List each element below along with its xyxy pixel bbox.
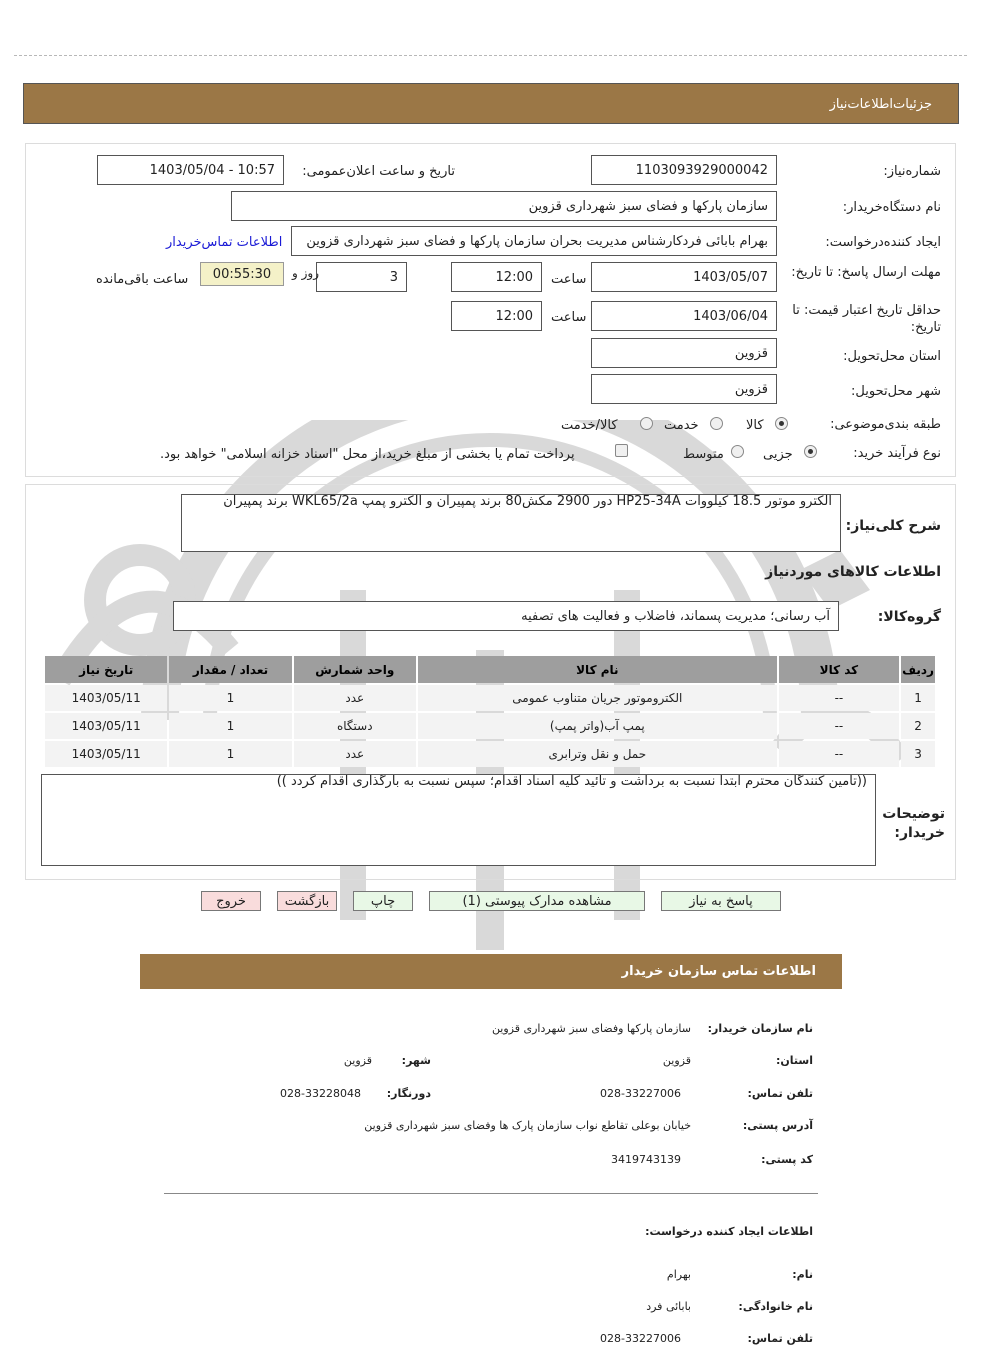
items-table-header (45, 656, 935, 683)
contact-fax-value: 028-33228048 (280, 1087, 361, 1100)
table-row (45, 713, 935, 739)
cell-unit: عدد (294, 741, 416, 767)
cell-name: حمل و نقل وترابری (418, 741, 777, 767)
remaining-label: ساعت باقی‌مانده (96, 272, 189, 287)
table-row (45, 685, 935, 711)
creator-phone-value: 028-33227006 (600, 1332, 681, 1345)
contact-buyer-link[interactable]: اطلاعات تماس‌خریدار (166, 235, 283, 250)
contact-city-value: قزوین (343, 1054, 372, 1067)
contact-phone-value: 028-33227006 (600, 1087, 681, 1100)
cell-row: 2 (901, 713, 935, 739)
category-option-goods-service: کالا/خدمت (561, 418, 618, 433)
exit-button[interactable]: خروج (201, 891, 261, 911)
buyer-org-field: سازمان پارکها و فضای سبز شهرداری قزوین (231, 191, 777, 221)
days-label: روز و (292, 266, 319, 280)
cell-code: -- (779, 685, 899, 711)
process-radio-minor[interactable] (804, 445, 817, 458)
cell-code: -- (779, 713, 899, 739)
creator-field: بهرام بابائی فردکارشناس مدیریت بحران سازمان پارکها و فضای سبز شهرداری قزوین (291, 226, 777, 256)
cell-qty: 1 (169, 685, 291, 711)
goods-group-label: گروه‌کالا: (877, 609, 941, 625)
buyer-org-label: نام دستگاه‌خریدار: (842, 200, 941, 215)
cell-name: پمپ آب(واتر پمپ) (418, 713, 777, 739)
back-button[interactable]: بازگشت (277, 891, 337, 911)
creator-name-value: بهرام (666, 1268, 691, 1281)
contact-org-value: سازمان پارکها وفضای سبز شهرداری قزوین (491, 1022, 691, 1035)
payment-note: پرداخت تمام یا بخشی از مبلغ خرید،از محل "اسناد خزانه اسلامی" خواهد بود. (160, 447, 575, 462)
col-unit: واحد شمارش (294, 656, 416, 683)
validity-time-field: 12:00 (451, 301, 542, 331)
creator-family-value: بابائی فرد (646, 1300, 691, 1313)
deadline-date-field: 1403/05/07 (591, 262, 777, 292)
treasury-payment-checkbox[interactable] (615, 444, 628, 457)
cell-date: 1403/05/11 (45, 685, 167, 711)
city-field: قزوین (591, 374, 777, 404)
validity-time-label: ساعت (551, 310, 587, 325)
col-name: نام کالا (418, 656, 777, 683)
city-label: شهر محل‌تحویل: (851, 384, 941, 399)
buyer-notes-field: ((تامین کنندگان محترم ابتدا نسبت به برداشت و تائید کلیه اسناد اقدام؛ سپس نسبت به بارگذاری اقدام کردد )) (41, 774, 876, 866)
cell-row: 3 (901, 741, 935, 767)
province-label: استان محل‌تحویل: (843, 349, 941, 364)
cell-date: 1403/05/11 (45, 741, 167, 767)
deadline-time-field: 12:00 (451, 262, 542, 292)
contact-org-label: نام سازمان خریدار: (707, 1022, 813, 1035)
col-date: تاریخ نیاز (45, 656, 167, 683)
creator-phone-label: تلفن تماس: (747, 1332, 813, 1345)
page-header (23, 83, 959, 124)
cell-qty: 1 (169, 713, 291, 739)
buyer-notes-label: توضیحات خریدار: (882, 806, 945, 841)
top-divider (14, 55, 967, 56)
deadline-label: مهلت ارسال پاسخ: تا تاریخ: (791, 265, 941, 280)
process-radio-medium[interactable] (731, 445, 744, 458)
province-field: قزوین (591, 338, 777, 368)
process-option-medium: متوسط (683, 447, 724, 462)
description-label: شرح کلی‌نیاز: (845, 518, 941, 534)
need-number-label: شماره‌نیاز: (883, 164, 941, 179)
contact-address-value: خیابان بوعلی تقاطع نواب سازمان پارک ها وفضای سبز شهرداری قزوین (364, 1119, 691, 1132)
category-option-service: خدمت (664, 418, 699, 433)
creator-name-label: نام: (792, 1268, 813, 1281)
need-number-field: 1103093929000042 (591, 155, 777, 185)
contact-section-title: اطلاعات تماس سازمان خریدار (621, 964, 816, 979)
validity-date-field: 1403/06/04 (591, 301, 777, 331)
reply-button[interactable]: پاسخ به نیاز (661, 891, 781, 911)
goods-group-field: آب رسانی؛ مدیریت پسماند، فاضلاب و فعالیت های تصفیه (173, 601, 839, 631)
contact-postal-value: 3419743139 (611, 1153, 681, 1166)
col-row: ردیف (901, 656, 935, 683)
contact-fax-label: دورنگار: (386, 1087, 431, 1100)
cell-unit: دستگاه (294, 713, 416, 739)
contact-postal-label: کد پستی: (761, 1153, 813, 1166)
items-table (43, 654, 937, 769)
cell-row: 1 (901, 685, 935, 711)
goods-info-title: اطلاعات کالاهای مورد‌نیاز (765, 564, 941, 580)
category-radio-service[interactable] (710, 417, 723, 430)
category-radio-goods[interactable] (775, 417, 788, 430)
col-code: کد کالا (779, 656, 899, 683)
creator-family-label: نام خانوادگی: (738, 1300, 813, 1313)
category-option-goods: کالا (746, 418, 764, 433)
contact-divider (164, 1193, 818, 1194)
creator-label: ایجاد کننده‌درخواست: (825, 235, 941, 250)
contact-province-value: قزوین (662, 1054, 691, 1067)
table-row (45, 741, 935, 767)
cell-qty: 1 (169, 741, 291, 767)
cell-name: الکتروموتور جریان متناوب عمومی (418, 685, 777, 711)
col-qty: تعداد / مقدار (169, 656, 291, 683)
announce-label: تاریخ و ساعت اعلان‌عمومی: (302, 164, 455, 179)
cell-unit: عدد (294, 685, 416, 711)
contact-section-header (140, 954, 842, 989)
category-label: طبقه بندی‌موضوعی: (830, 417, 941, 432)
creator-info-title: اطلاعات ایجاد کننده درخواست: (645, 1225, 813, 1238)
description-field: الکترو موتور 18.5 کیلووات HP25-34A دور 2900 مکش80 برند پمپیران و الکترو پمپ WKL65/2a برند پمپیران (181, 494, 841, 552)
attachments-button[interactable]: مشاهده مدارک پیوستی (1) (429, 891, 645, 911)
cell-date: 1403/05/11 (45, 713, 167, 739)
category-radio-goods-service[interactable] (640, 417, 653, 430)
contact-province-label: استان: (776, 1054, 813, 1067)
process-option-minor: جزیی (763, 447, 793, 462)
contact-city-label: شهر: (401, 1054, 431, 1067)
process-label: نوع فرآیند خرید: (853, 446, 941, 461)
deadline-time-label: ساعت (551, 272, 587, 287)
announce-field: 1403/05/04 - 10:57 (97, 155, 284, 185)
contact-phone-label: تلفن تماس: (747, 1087, 813, 1100)
validity-label: حداقل تاریخ اعتبار قیمت: تا تاریخ: (792, 303, 941, 335)
print-button[interactable]: چاپ (353, 891, 413, 911)
contact-address-label: آدرس پستی: (742, 1119, 813, 1132)
days-field: 3 (316, 262, 407, 292)
page-title: جزئیات‌اطلاعات‌نیاز (829, 97, 932, 112)
remaining-time-field: 00:55:30 (200, 262, 284, 286)
cell-code: -- (779, 741, 899, 767)
